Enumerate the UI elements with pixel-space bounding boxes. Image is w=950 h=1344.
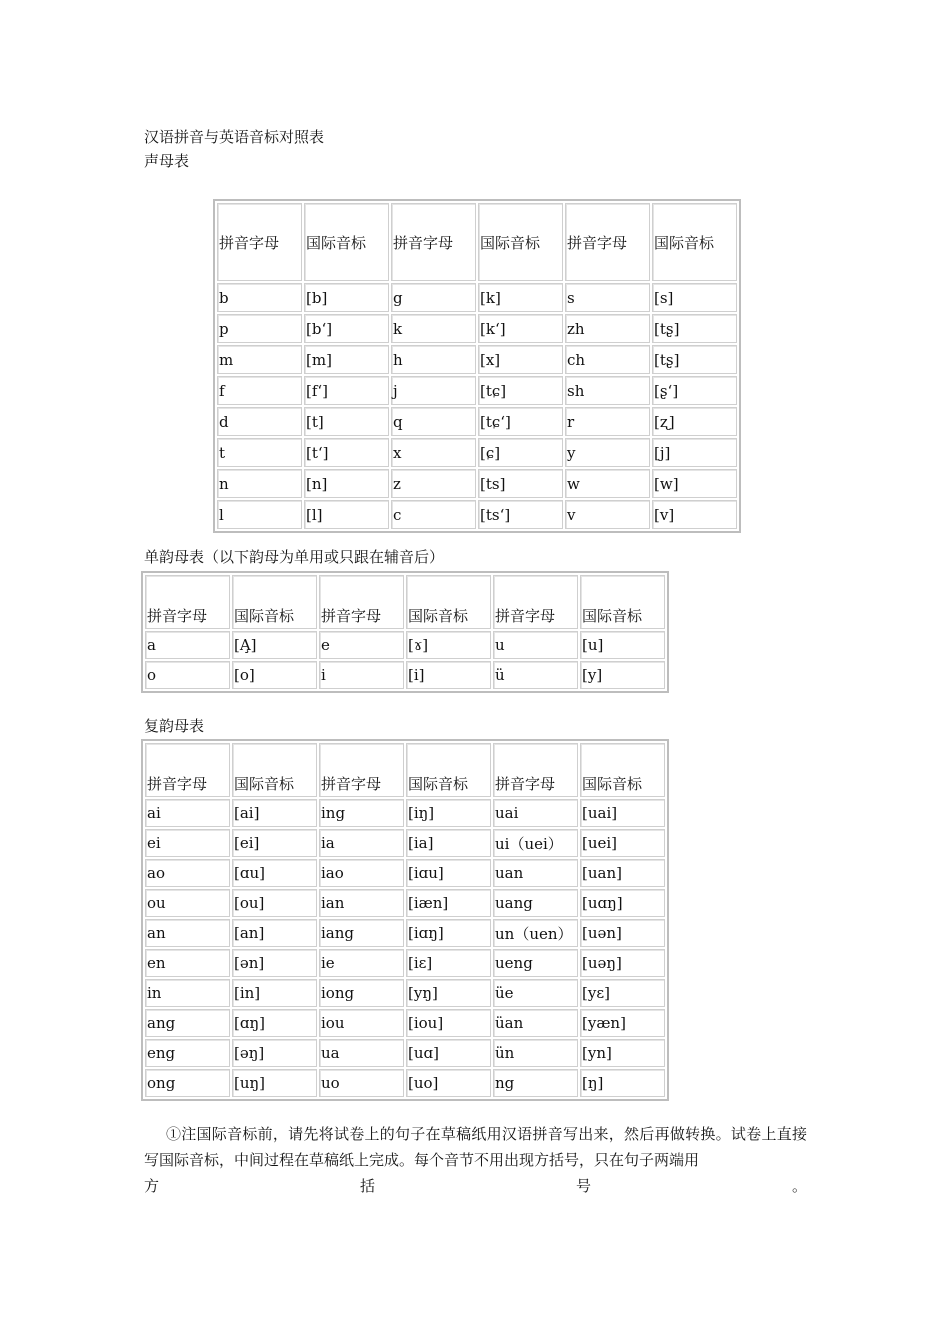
simple-finals-heading: 单韵母表（以下韵母为单用或只跟在辅音后） <box>144 548 445 566</box>
pinyin-cell: sh <box>565 376 650 405</box>
pinyin-cell: r <box>565 407 650 436</box>
pinyin-cell: e <box>319 631 404 659</box>
column-header: 拼音字母 <box>145 575 230 629</box>
ipa-cell: [iæn] <box>406 889 491 917</box>
pinyin-cell: iong <box>319 979 404 1007</box>
instruction-note <box>144 1121 807 1199</box>
pinyin-cell: ing <box>319 799 404 827</box>
ipa-cell: [iŋ] <box>406 799 491 827</box>
pinyin-cell: q <box>391 407 476 436</box>
column-header: 拼音字母 <box>493 743 578 797</box>
ipa-cell: [s] <box>652 283 737 312</box>
compound-finals-table <box>141 739 669 1101</box>
ipa-cell: [ɑu] <box>232 859 317 887</box>
pinyin-cell: ian <box>319 889 404 917</box>
ipa-cell: [l] <box>304 500 389 529</box>
pinyin-cell: y <box>565 438 650 467</box>
pinyin-cell: c <box>391 500 476 529</box>
table-row <box>145 1009 665 1037</box>
table-row <box>145 661 665 689</box>
pinyin-cell: l <box>217 500 302 529</box>
column-header: 拼音字母 <box>145 743 230 797</box>
table-row <box>217 500 737 529</box>
ipa-cell: [iou] <box>406 1009 491 1037</box>
pinyin-cell: p <box>217 314 302 343</box>
initials-heading: 声母表 <box>144 152 190 170</box>
table-row <box>217 407 737 436</box>
column-header: 国际音标 <box>304 203 389 281</box>
ipa-cell: [n] <box>304 469 389 498</box>
column-header: 国际音标 <box>406 743 491 797</box>
pinyin-cell: ang <box>145 1009 230 1037</box>
ipa-cell: [ia] <box>406 829 491 857</box>
ipa-cell: [ʐ] <box>652 407 737 436</box>
pinyin-cell: ch <box>565 345 650 374</box>
document-title: 汉语拼音与英语音标对照表 <box>144 128 325 146</box>
table-row <box>217 314 737 343</box>
pinyin-cell: zh <box>565 314 650 343</box>
compound-finals-heading: 复韵母表 <box>144 717 205 735</box>
ipa-cell: [an] <box>232 919 317 947</box>
table-row <box>217 283 737 312</box>
ipa-cell: [tʂ] <box>652 345 737 374</box>
column-header: 国际音标 <box>580 575 665 629</box>
pinyin-cell: ai <box>145 799 230 827</box>
ipa-cell: [m] <box>304 345 389 374</box>
pinyin-cell: b <box>217 283 302 312</box>
ipa-cell: [t] <box>304 407 389 436</box>
column-header: 拼音字母 <box>217 203 302 281</box>
table-row <box>217 469 737 498</box>
pinyin-cell: j <box>391 376 476 405</box>
table-row <box>145 829 665 857</box>
pinyin-cell: ie <box>319 949 404 977</box>
pinyin-cell: un（uen） <box>493 919 578 947</box>
pinyin-cell: a <box>145 631 230 659</box>
pinyin-cell: ui（uei） <box>493 829 578 857</box>
pinyin-cell: in <box>145 979 230 1007</box>
instruction-word: 方 <box>144 1177 160 1195</box>
simple-finals-table <box>141 571 669 693</box>
ipa-cell: [uɑ] <box>406 1039 491 1067</box>
ipa-cell: [tɕ‘] <box>478 407 563 436</box>
ipa-cell: [uai] <box>580 799 665 827</box>
pinyin-cell: eng <box>145 1039 230 1067</box>
initials-table <box>213 199 741 533</box>
pinyin-cell: ao <box>145 859 230 887</box>
ipa-cell: [in] <box>232 979 317 1007</box>
pinyin-cell: üan <box>493 1009 578 1037</box>
ipa-cell: [t‘] <box>304 438 389 467</box>
pinyin-cell: n <box>217 469 302 498</box>
table-row <box>145 799 665 827</box>
ipa-cell: [uən] <box>580 919 665 947</box>
pinyin-cell: an <box>145 919 230 947</box>
ipa-cell: [uo] <box>406 1069 491 1097</box>
ipa-cell: [iɑu] <box>406 859 491 887</box>
pinyin-cell: iao <box>319 859 404 887</box>
ipa-cell: [x] <box>478 345 563 374</box>
ipa-cell: [ʂ‘] <box>652 376 737 405</box>
pinyin-cell: i <box>319 661 404 689</box>
ipa-cell: [f‘] <box>304 376 389 405</box>
ipa-cell: [o] <box>232 661 317 689</box>
ipa-cell: [ou] <box>232 889 317 917</box>
pinyin-cell: ia <box>319 829 404 857</box>
instruction-word: 号 <box>575 1177 591 1195</box>
pinyin-cell: ei <box>145 829 230 857</box>
pinyin-cell: h <box>391 345 476 374</box>
ipa-cell: [y] <box>580 661 665 689</box>
pinyin-cell: v <box>565 500 650 529</box>
table-row <box>145 949 665 977</box>
ipa-cell: [tɕ] <box>478 376 563 405</box>
ipa-cell: [yɛ] <box>580 979 665 1007</box>
column-header: 拼音字母 <box>319 575 404 629</box>
ipa-cell: [ɕ] <box>478 438 563 467</box>
header-row <box>217 203 737 281</box>
pinyin-cell: ua <box>319 1039 404 1067</box>
ipa-cell: [ts] <box>478 469 563 498</box>
table-row <box>145 1039 665 1067</box>
pinyin-cell: g <box>391 283 476 312</box>
pinyin-cell: uo <box>319 1069 404 1097</box>
instruction-text: ①注国际音标前，请先将试卷上的句子在草稿纸用汉语拼音写出来，然后再做转换。试卷上直接写国际音标，中间过程在草稿纸上完成。每个音节不用出现方括号，只在句子两端用 <box>144 1125 807 1169</box>
header-row <box>145 743 665 797</box>
ipa-cell: [uŋ] <box>232 1069 317 1097</box>
table-row <box>145 859 665 887</box>
table-row <box>217 376 737 405</box>
pinyin-cell: üe <box>493 979 578 1007</box>
column-header: 国际音标 <box>232 575 317 629</box>
ipa-cell: [k‘] <box>478 314 563 343</box>
pinyin-cell: z <box>391 469 476 498</box>
pinyin-cell: s <box>565 283 650 312</box>
column-header: 国际音标 <box>478 203 563 281</box>
pinyin-cell: ün <box>493 1039 578 1067</box>
column-header: 拼音字母 <box>319 743 404 797</box>
ipa-cell: [b‘] <box>304 314 389 343</box>
pinyin-cell: uang <box>493 889 578 917</box>
ipa-cell: [tʂ] <box>652 314 737 343</box>
ipa-cell: [A̧] <box>232 631 317 659</box>
instruction-word: 。 <box>791 1177 807 1195</box>
pinyin-cell: ng <box>493 1069 578 1097</box>
column-header: 国际音标 <box>580 743 665 797</box>
pinyin-cell: iang <box>319 919 404 947</box>
ipa-cell: [yn] <box>580 1039 665 1067</box>
ipa-cell: [yæn] <box>580 1009 665 1037</box>
instruction-word: 括 <box>359 1177 375 1195</box>
ipa-cell: [uan] <box>580 859 665 887</box>
pinyin-cell: en <box>145 949 230 977</box>
pinyin-cell: x <box>391 438 476 467</box>
ipa-cell: [j] <box>652 438 737 467</box>
table-row <box>145 1069 665 1097</box>
ipa-cell: [ɑŋ] <box>232 1009 317 1037</box>
table-row <box>217 345 737 374</box>
column-header: 拼音字母 <box>391 203 476 281</box>
ipa-cell: [əŋ] <box>232 1039 317 1067</box>
ipa-cell: [ts‘] <box>478 500 563 529</box>
table-row <box>217 438 737 467</box>
pinyin-cell: u <box>493 631 578 659</box>
ipa-cell: [k] <box>478 283 563 312</box>
pinyin-cell: ou <box>145 889 230 917</box>
table-row <box>145 979 665 1007</box>
pinyin-cell: k <box>391 314 476 343</box>
ipa-cell: [iɛ] <box>406 949 491 977</box>
ipa-cell: [uɑŋ] <box>580 889 665 917</box>
instruction-last-line <box>144 1173 807 1199</box>
ipa-cell: [iɑŋ] <box>406 919 491 947</box>
pinyin-cell: ong <box>145 1069 230 1097</box>
pinyin-cell: iou <box>319 1009 404 1037</box>
pinyin-cell: uai <box>493 799 578 827</box>
ipa-cell: [i] <box>406 661 491 689</box>
ipa-cell: [ŋ] <box>580 1069 665 1097</box>
ipa-cell: [v] <box>652 500 737 529</box>
pinyin-cell: d <box>217 407 302 436</box>
ipa-cell: [yŋ] <box>406 979 491 1007</box>
ipa-cell: [ɤ] <box>406 631 491 659</box>
ipa-cell: [b] <box>304 283 389 312</box>
column-header: 拼音字母 <box>565 203 650 281</box>
pinyin-cell: uan <box>493 859 578 887</box>
ipa-cell: [ən] <box>232 949 317 977</box>
ipa-cell: [u] <box>580 631 665 659</box>
ipa-cell: [ai] <box>232 799 317 827</box>
column-header: 国际音标 <box>652 203 737 281</box>
ipa-cell: [ei] <box>232 829 317 857</box>
pinyin-cell: w <box>565 469 650 498</box>
header-row <box>145 575 665 629</box>
pinyin-cell: f <box>217 376 302 405</box>
table-row <box>145 889 665 917</box>
table-row <box>145 631 665 659</box>
column-header: 国际音标 <box>406 575 491 629</box>
column-header: 拼音字母 <box>493 575 578 629</box>
ipa-cell: [uei] <box>580 829 665 857</box>
column-header: 国际音标 <box>232 743 317 797</box>
pinyin-cell: t <box>217 438 302 467</box>
pinyin-cell: o <box>145 661 230 689</box>
pinyin-cell: ü <box>493 661 578 689</box>
ipa-cell: [w] <box>652 469 737 498</box>
table-row <box>145 919 665 947</box>
pinyin-cell: m <box>217 345 302 374</box>
ipa-cell: [uəŋ] <box>580 949 665 977</box>
pinyin-cell: ueng <box>493 949 578 977</box>
